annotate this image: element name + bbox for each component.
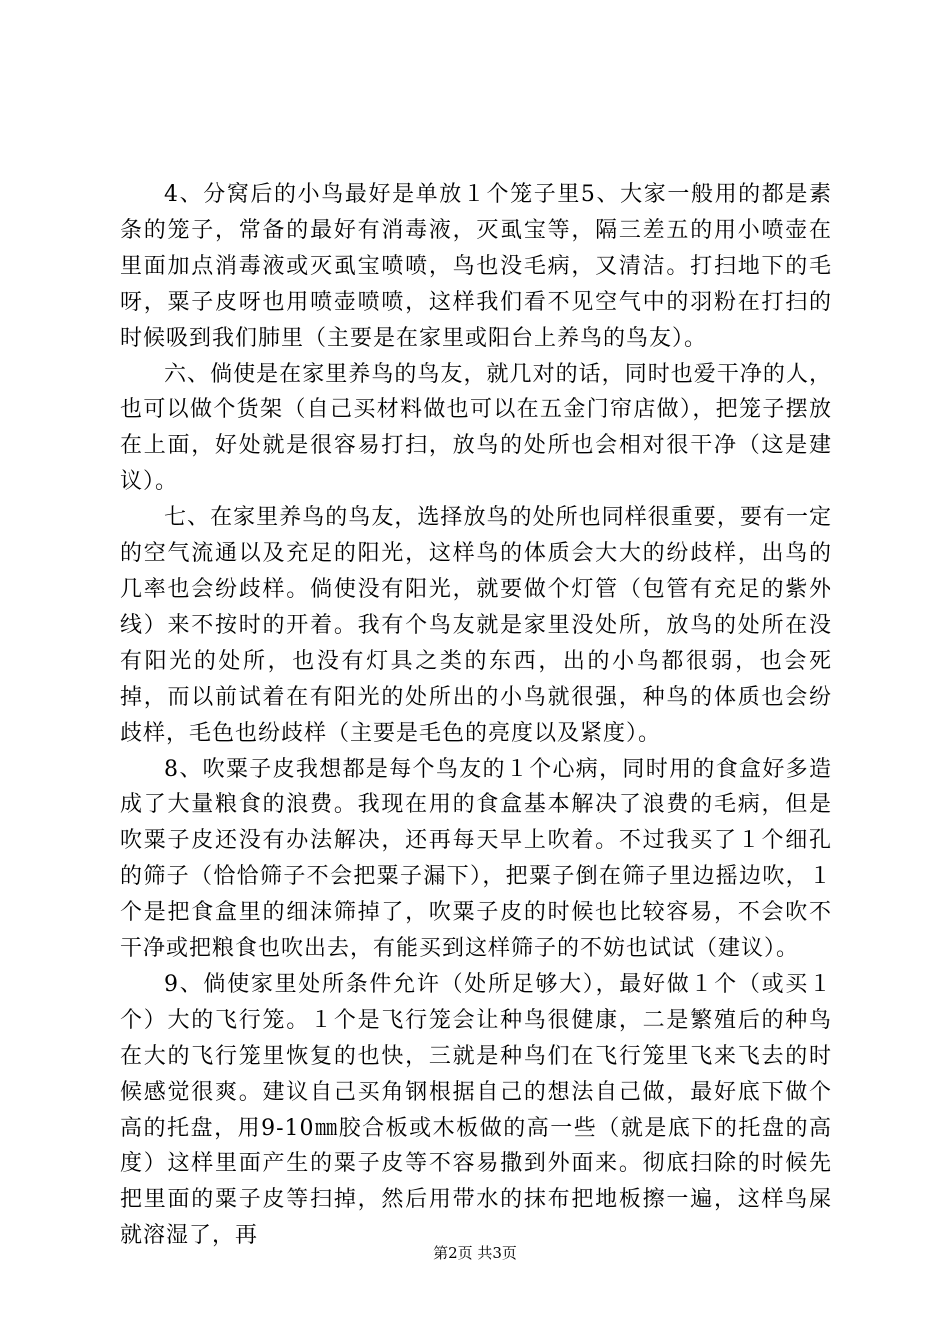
paragraph-8: 8、吹粟子皮我想都是每个鸟友的１个心病，同时用的食盒好多造成了大量粮食的浪费。我现在用的食盒基本解决了浪费的毛病，但是吹粟子皮还没有办法解决，还再每天早上吹着。不过我买了１个细孔的筛子（恰恰筛子不会把粟子漏下），把粟子倒在筛子里边摇边吹，１个是把食盒里的细沫筛掉了，吹粟子皮的时候也比较容易，不会吹不干净或把粮食也吹出去，有能买到这样筛子的不妨也试试（建议）。 — [120, 756, 832, 962]
page-number-footer: 第2页 共3页 — [433, 1244, 517, 1262]
paragraph-4: 4、分窝后的小鸟最好是单放１个笼子里5、大家一般用的都是素条的笼子，常备的最好有消毒液，灭虱宝等，隔三差五的用小喷壶在里面加点消毒液或灭虱宝喷喷，鸟也没毛病，又清洁。打扫地下的毛呀，粟子皮呀也用喷壶喷喷，这样我们看不见空气中的羽粉在打扫的时候吸到我们肺里（主要是在家里或阳台上养鸟的鸟友）。 — [120, 182, 832, 351]
paragraph-6: 六、倘使是在家里养鸟的鸟友，就几对的话，同时也爱干净的人，也可以做个货架（自己买材料做也可以在五金门帘店做），把笼子摆放在上面，好处就是很容易打扫，放鸟的处所也会相对很干净（这是建议）。 — [120, 361, 832, 495]
document-body — [120, 177, 832, 1254]
paragraph-7: 七、在家里养鸟的鸟友，选择放鸟的处所也同样很重要，要有一定的空气流通以及充足的阳光，这样鸟的体质会大大的纷歧样，出鸟的几率也会纷歧样。倘使没有阳光，就要做个灯管（包管有充足的紫外线）来不按时的开着。我有个鸟友就是家里没处所，放鸟的处所在没有阳光的处所，也没有灯具之类的东西，出的小鸟都很弱，也会死掉，而以前试着在有阳光的处所出的小鸟就很强，种鸟的体质也会纷歧样，毛色也纷歧样（主要是毛色的亮度以及紧度）。 — [120, 505, 832, 746]
paragraph-9: 9、倘使家里处所条件允许（处所足够大），最好做１个（或买１个）大的飞行笼。１个是飞行笼会让种鸟很健康，二是繁殖后的种鸟在大的飞行笼里恢复的也快，三就是种鸟们在飞行笼里飞来飞去的时候感觉很爽。建议自己买角钢根据自己的想法自己做，最好底下做个高的托盘，用9-10㎜胶合板或木板做的高一些（就是底下的托盘的高度）这样里面产生的粟子皮等不容易撒到外面来。彻底扫除的时候先把里面的粟子皮等扫掉，然后用带水的抹布把地板擦一遍，这样鸟屎就溶湿了，再 — [120, 971, 832, 1249]
